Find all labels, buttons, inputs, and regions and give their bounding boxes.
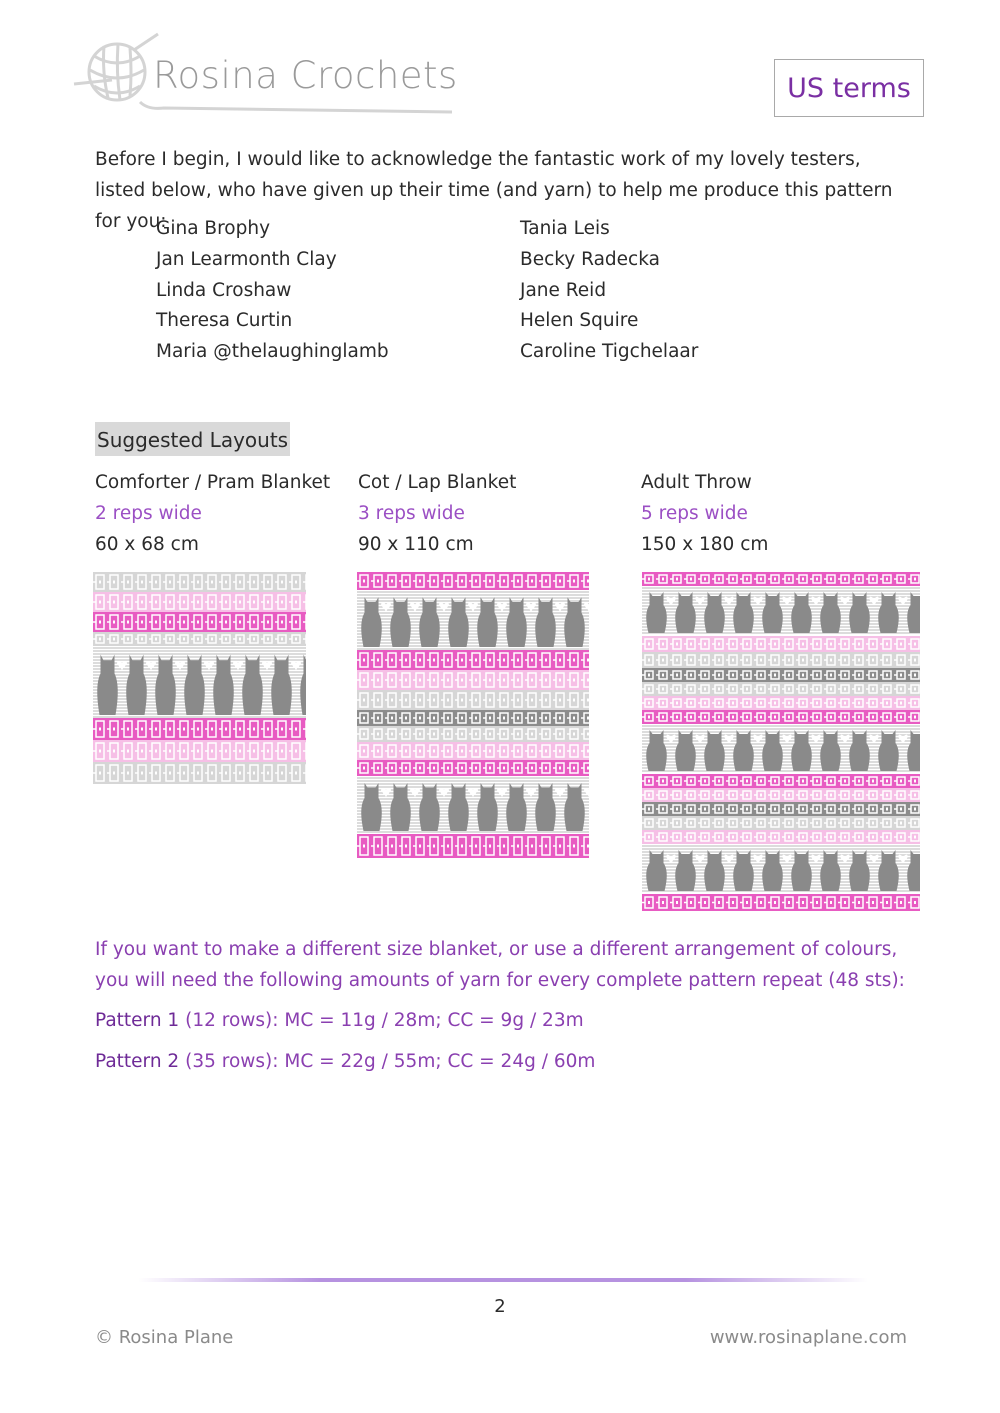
motif-band (357, 834, 589, 858)
motif-band (642, 682, 920, 696)
motif-band (357, 572, 589, 590)
cat-band (93, 646, 306, 718)
motif-band (93, 592, 306, 612)
motif-band (357, 650, 589, 670)
brand-name: Rosina Crochets (153, 54, 458, 97)
comforter-blanket-image (93, 572, 306, 808)
motif-band (642, 802, 920, 816)
motif-band (642, 710, 920, 724)
cat-band (357, 590, 589, 650)
layout-reps: 5 reps wide (641, 503, 748, 524)
motif-band (642, 788, 920, 802)
motif-band (93, 632, 306, 646)
adult-throw-image (642, 572, 920, 915)
tester-name: Gina Brophy (156, 218, 271, 239)
motif-band (93, 762, 306, 784)
motif-band (642, 774, 920, 788)
cat-band (642, 724, 920, 774)
yarn-info-paragraph: If you want to make a different size blanket, or use a different arrangement of colours, you will need the following amounts of yarn for every complete pattern repeat (48 sts): (95, 939, 905, 991)
testers-list-right (520, 214, 698, 368)
layout-adult (641, 467, 768, 560)
layout-reps: 3 reps wide (358, 503, 465, 524)
layout-size: 60 x 68 cm (95, 534, 199, 555)
pattern-detail: (12 rows): MC = 11g / 28m; CC = 9g / 23m (179, 1010, 584, 1031)
motif-band (357, 670, 589, 690)
motif-band (93, 612, 306, 632)
terms-badge: US terms (774, 59, 924, 117)
layout-title: Cot / Lap Blanket (358, 472, 517, 493)
motif-band (642, 668, 920, 682)
layout-size: 90 x 110 cm (358, 534, 474, 555)
tester-name: Jan Learmonth Clay (156, 248, 337, 270)
motif-band (357, 710, 589, 726)
suggested-layouts-heading: Suggested Layouts (95, 422, 290, 456)
cot-blanket-image (357, 572, 589, 858)
pattern-detail: (35 rows): MC = 22g / 55m; CC = 24g / 60m (179, 1051, 596, 1072)
motif-band (93, 572, 306, 592)
motif-band (642, 696, 920, 710)
motif-band (357, 742, 589, 760)
tester-name: Helen Squire (520, 310, 639, 332)
motif-band (642, 652, 920, 668)
motif-band (642, 830, 920, 844)
layout-comforter (95, 467, 330, 560)
layout-title: Comforter / Pram Blanket (95, 472, 331, 493)
footer-divider (138, 1278, 868, 1282)
motif-band (642, 816, 920, 830)
tester-name: Jane Reid (520, 279, 607, 301)
motif-band (642, 636, 920, 652)
cat-band (642, 844, 920, 894)
tester-name: Tania Leis (520, 218, 610, 239)
tester-name: Maria @thelaughinglamb (156, 341, 389, 363)
tester-name: Theresa Curtin (156, 310, 293, 332)
copyright-text: © Rosina Plane (95, 1327, 234, 1348)
motif-band (357, 726, 589, 742)
pattern-name: Pattern 2 (95, 1051, 180, 1072)
tester-name: Becky Radecka (520, 248, 660, 270)
cat-band (642, 586, 920, 636)
pattern-name: Pattern 1 (95, 1010, 180, 1031)
page-number: 2 (494, 1296, 506, 1317)
motif-band (357, 690, 589, 710)
pattern-1-yarn (95, 1010, 584, 1031)
tester-name: Linda Croshaw (156, 279, 292, 301)
motif-band (642, 894, 920, 911)
intro-paragraph: Before I begin, I would like to acknowledge the fantastic work of my lovely testers, listed below, who have given up their time (and yarn) to help me produce this pattern for you: (95, 149, 893, 232)
layout-reps: 2 reps wide (95, 503, 202, 524)
motif-band (93, 718, 306, 740)
layout-size: 150 x 180 cm (641, 534, 769, 555)
cat-band (357, 776, 589, 834)
layout-cot (358, 467, 516, 560)
motif-band (93, 740, 306, 762)
motif-band (357, 760, 589, 776)
motif-band (642, 572, 920, 586)
testers-list-left (156, 214, 389, 368)
pattern-2-yarn (95, 1051, 595, 1072)
layout-title: Adult Throw (641, 472, 752, 493)
tester-name: Caroline Tigchelaar (520, 341, 699, 363)
website-link[interactable]: www.rosinaplane.com (709, 1327, 907, 1348)
